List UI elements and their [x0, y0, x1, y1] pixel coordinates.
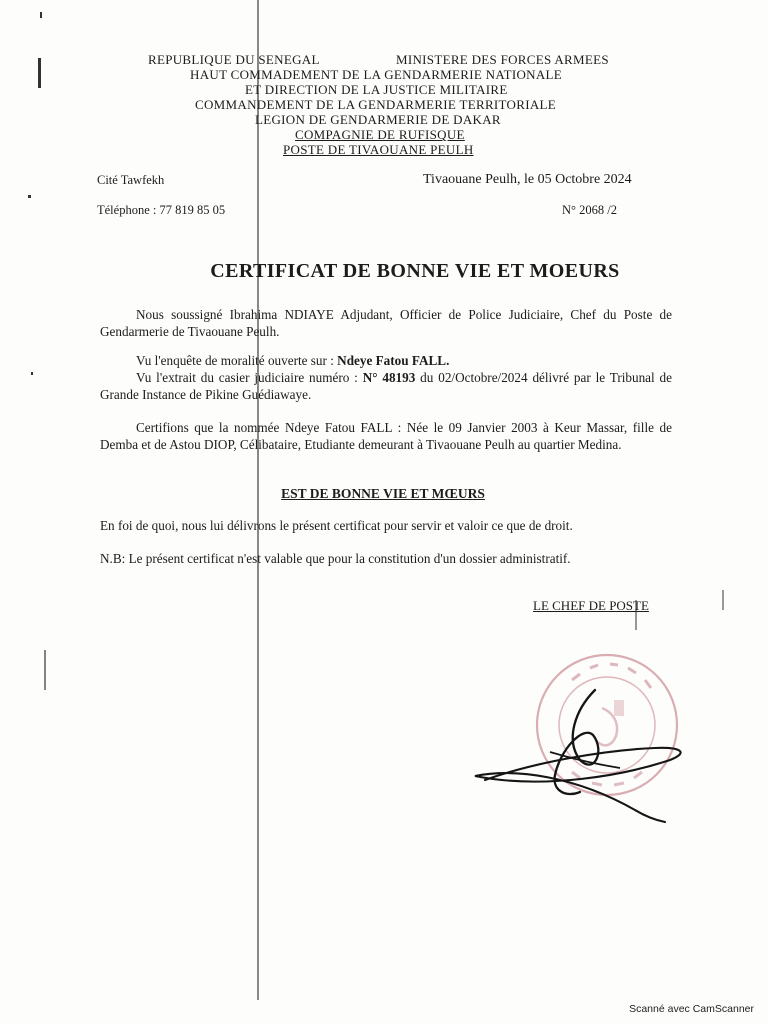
- header-republic: REPUBLIQUE DU SENEGAL: [148, 52, 320, 67]
- subject-name: Ndeye Fatou FALL.: [337, 353, 450, 368]
- header-ministry: MINISTERE DES FORCES ARMEES: [396, 52, 609, 67]
- scan-speck: [722, 590, 724, 610]
- paragraph-closing: En foi de quoi, nous lui délivrons le présent certificat pour servir et valoir ce que de droit.: [100, 518, 573, 533]
- scan-speck: [31, 372, 33, 375]
- handwritten-signature: [455, 680, 695, 830]
- record-text-b: du 02/Octobre/2024 délivré par le Tribunal de Grande Instance de Pikine Guédiawaye.: [100, 370, 672, 402]
- scan-speck: [40, 12, 42, 18]
- header-line-3: ET DIRECTION DE LA JUSTICE MILITAIRE: [245, 82, 508, 97]
- certification-text-a: Certifions que la nommée Ndeye Fatou FALL :: [136, 420, 407, 435]
- paragraph-certification: [100, 419, 672, 453]
- place-date: Tivaouane Peulh, le 05 Octobre 2024: [423, 172, 632, 187]
- scan-speck: [28, 195, 31, 198]
- address: Cité Tawfekh: [97, 173, 165, 187]
- paragraph-signatory: Nous soussigné Ibrahima NDIAYE Adjudant, Officier de Police Judiciaire, Chef du Poste de Gendarmerie de Tivaouane Peulh.: [100, 307, 672, 339]
- scan-speck: [38, 58, 41, 88]
- paragraph-inquiry: [100, 352, 672, 369]
- inquiry-text: Vu l'enquête de moralité ouverte sur :: [136, 353, 338, 368]
- good-conduct-statement: EST DE BONNE VIE ET MŒURS: [281, 486, 485, 501]
- phone-number: Téléphone : 77 819 85 05: [97, 203, 226, 217]
- certification-text-b: Née le 09 Janvier 2003 à Keur Massar, fille de Demba et de Astou DIOP, Célibataire, Etudiante demeurant à Tivaouane Peulh au quartier Medina.: [100, 420, 672, 452]
- header-line-5: LEGION DE GENDARMERIE DE DAKAR: [255, 112, 501, 127]
- header-line-4: COMMANDEMENT DE LA GENDARMERIE TERRITORIALE: [195, 97, 557, 112]
- scan-speck: [44, 650, 46, 690]
- signatory-title: LE CHEF DE POSTE: [533, 598, 649, 613]
- record-text-a: Vu l'extrait du casier judiciaire numéro :: [136, 370, 363, 385]
- header-line-7: POSTE DE TIVAOUANE PEULH: [283, 142, 474, 157]
- header-line-2: HAUT COMMADEMENT DE LA GENDARMERIE NATIONALE: [190, 67, 563, 82]
- reference-number: N° 2068 /2: [562, 203, 617, 217]
- scanner-watermark: Scanné avec CamScanner: [629, 1003, 754, 1015]
- record-number: N° 48193: [362, 370, 416, 385]
- nota-bene: N.B: Le présent certificat n'est valable que pour la constitution d'un dossier administratif.: [100, 551, 571, 566]
- header-line-6: COMPAGNIE DE RUFISQUE: [295, 127, 465, 142]
- paragraph-criminal-record: [100, 369, 672, 403]
- document-title: CERTIFICAT DE BONNE VIE ET MOEURS: [210, 260, 620, 282]
